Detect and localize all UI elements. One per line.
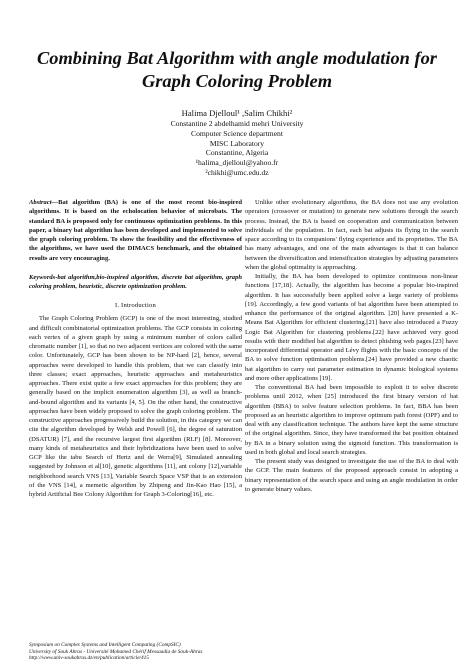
keywords-lead: Keywords- — [29, 273, 58, 281]
affiliation-lab: MISC Laboratory — [209, 138, 265, 148]
author-block — [20, 107, 454, 178]
author-names: Halima Djelloul¹ ,Salim Chikhi² — [181, 108, 293, 118]
keywords-text: bat algorithm,bio-inspired algorithm, discrete bat algorithm, graph coloring problem, heuristic, discrete optimization problem. — [29, 273, 242, 290]
right-column — [245, 198, 458, 494]
left-column — [29, 198, 242, 499]
abstract-text: Bat algorithm (BA) is one of the most recent bio-inspired algorithms. It is based on the echolocation behavior of microbats. The standard BA is proposed only for continuous optimization problems. In this paper, a binary bat algorithm has been developed and implemented to solve the graph coloring problem. To show the feasibility and the effectiveness of the algorithms, we have used the DIMACS benchmark, and the obtained results are very encouraging. — [29, 199, 242, 262]
affiliation-department: Computer Science department — [191, 128, 283, 138]
footer-university: University of Souk Ahras - Université Mohamed Chérif Messaadia de Souk-Ahras — [29, 648, 203, 655]
body-paragraph: Initially, the BA has been developed to optimize continuous non-linear functions [17,18]. Actually, the algorithm has become a popular bio-inspired algorithm. It has successfully been applied solve a large variety of problems [19]. Accordingly, a few good variants of bat algorithm have been attempted to enhance the performance of the original algorithm. [20] have presented a K-Means Bat Algorithm for efficient clustering.[21] have also introduced a Fuzzy Logic Bat Algorithm for clustering problems.[22] have achieved very good results with their modified bat algorithm to detect phishing web pages.[23] have incorporated differential operator and Lévy flights with the basic concepts of the BA to solve function optimisation problems.[24] have provided a new chaotic bat algorithm to carry out parameter estimation in dynamic biological systems and more other applications [19]. — [245, 273, 458, 382]
abstract — [29, 198, 242, 263]
body-paragraph: Unlike other evolutionary algorithms, the BA does not use any evolution operators (crossover or mutation) to generate new solutions through the search process. Instead, the BA is based on cooperation and communication between individuals of the population. In fact, each bat adjusts its flying in the search space according to its companions' flying experience and its proprieties. The BA has many advantages, and one of the main advantages is that it can balance between the diversification and intensification strategies by adjusting parameters when the global optimality is approaching. — [245, 199, 458, 271]
affiliation-university: Constantine 2 abdelhamid mehri University — [170, 119, 304, 128]
keywords — [29, 273, 242, 292]
abstract-lead: Abstract— — [29, 199, 59, 206]
footer-url: http://www.univ-soukahras.dz/en/publication/article/415 — [29, 655, 149, 662]
author-email-1: ¹halima_djelloul@yahoo.fr — [195, 158, 279, 168]
section-heading: I. Introduction — [114, 302, 157, 310]
affiliation-location: Constantine, Algeria — [205, 148, 269, 158]
footer-conference: Symposium on Complex Systems and Intelligent Computing (CompSIC) — [29, 642, 181, 648]
body-paragraph: The present study was designed to investigate the use of the BA to deal with the GCP. The main features of the proposed approach consist in adopting a binary representation of the search space and using an angle modulation in order to generate binary values. — [245, 458, 458, 493]
body-paragraph: The Graph Coloring Problem (GCP) is one of the most interesting, studied and difficult combinatorial optimization problems. The GCP consists in coloring each vertex of a given graph by using a minimum number of colors called chromatic number [1], so that no two adjacent vertices are colored with the same color. Unfortunately, GCP has been shown to be NP-hard [2], hence, several approaches were developed to handle this problem, that we can classify into three classes; exact approaches, heuristic approaches and metaheuristics approaches. There exist quite a few exact approaches for this problem; they are generally based on the implicit enumeration algorithm [3], as well as branch-and-bound algorithm and its variants [4, 5]. On the other hand, the constructive approaches have been widely proposed to solve the graph coloring problem. The constructive approaches progressively build the solution, in this category we can cite the algorithm developed by Welsh and Powell [6], the degree of saturation (DSATUR) [7], and the recursive largest first algorithm (RLF) [8]. Moreover, many kinds of metaheuristics and their hybridizations have been used to solve GCP like the tabu Search of Hertz and de Werra[9], Simulated annealing suggested by Johnson et al[10], genetic algorithms [11], ant colony [12],variable neighborhood search VNS [13], Variable Search Space VSP that is an extension of the VNS [14], a memetic algorithm by Zhipeng and Jin-Kao Hao [15], a hybrid Artificial Bee Colony Algorithm for Graph 3-Coloring[16], etc. — [29, 315, 242, 498]
paper-title: Combining Bat Algorithm with angle modulation for Graph Coloring Problem — [37, 48, 437, 91]
page-footer — [29, 642, 329, 662]
body-paragraph: The conventional BA had been impossible to exploit it to solve discrete problems until 2012, when [25] introduced the first binary version of bat algorithm (BBA) to solve feature selection problems. In fact, BBA has been proposed as an heuristic algorithm to improve optimum path forest (OPF) and to deal with any classification technique. The authors have kept the same structure of the original algorithm. Since, they have transformed the bat position obtained by BA in a binary solution using the sigmoid function. This transformation is used in both global and local search strategies. — [245, 384, 458, 456]
author-email-2: ²chikhi@umc.edu.dz — [205, 167, 269, 177]
